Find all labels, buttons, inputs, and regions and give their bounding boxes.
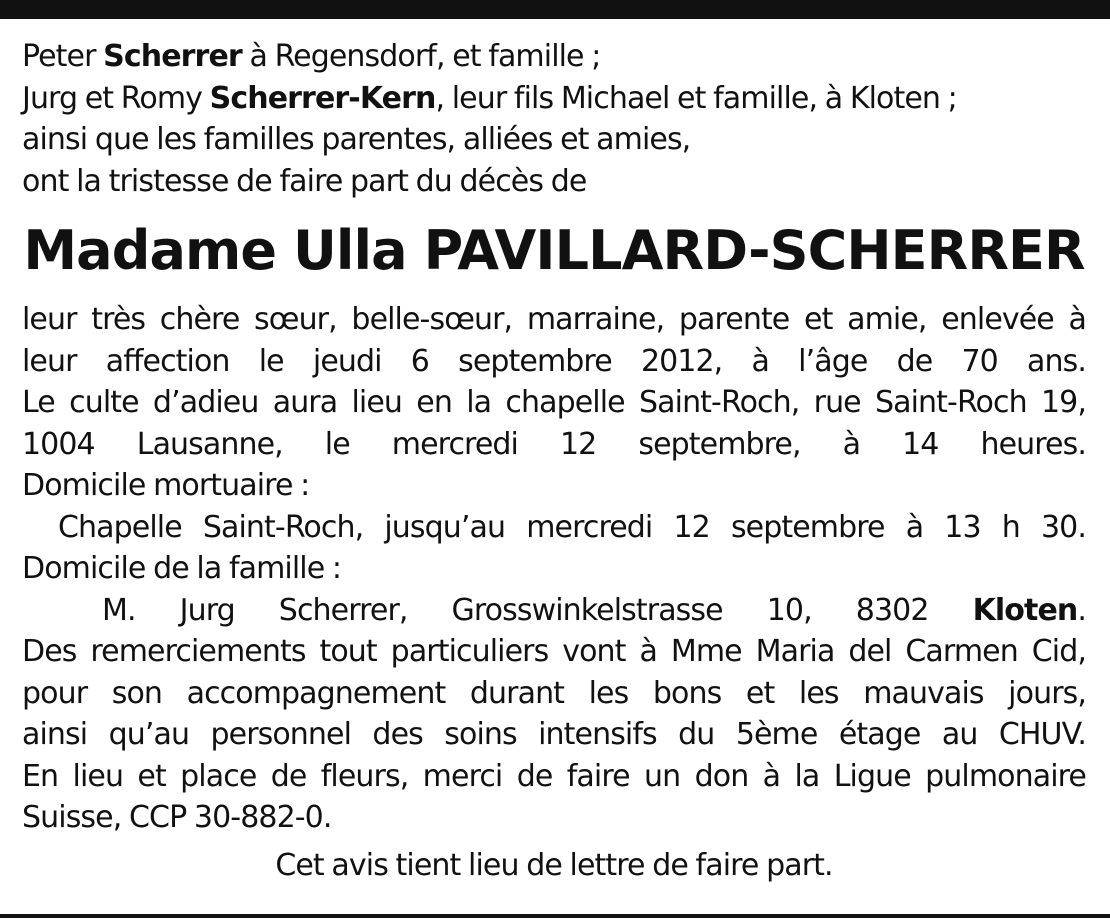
body-line-4: 1004 Lausanne, le mercredi 12 septembre, à 14 heures.	[22, 426, 1086, 462]
family-name-scherrer-kern: Scherrer-Kern	[209, 80, 436, 116]
mortuary-heading: Domicile mortuaire :	[22, 468, 310, 503]
thanks-line-3: ainsi qu’au personnel des soins intensifs du 5ème étage au CHUV.	[22, 717, 1086, 752]
intro-line-4: ont la tristesse de faire part du décès de	[22, 163, 587, 199]
donation-line-2: Suisse, CCP 30-882-0.	[22, 800, 332, 835]
family-home-address: M. Jurg Scherrer, Grosswinkelstrasse 10, 8302 Kloten.	[102, 592, 1086, 628]
intro-line-1: Peter Scherrer à Regensdorf, et famille ;	[22, 39, 601, 74]
family-home-heading: Domicile de la famille :	[22, 551, 342, 586]
intro-line-2: Jurg et Romy Scherrer-Kern, leur fils Michael et famille, à Kloten ;	[22, 80, 957, 116]
intro-line-3: ainsi que les familles parentes, alliées et amies,	[22, 122, 691, 157]
mortuary-address: Chapelle Saint-Roch, jusqu’au mercredi 12 septembre à 13 h 30.	[58, 509, 1086, 545]
death-notice	[22, 36, 1086, 886]
bottom-border-rule	[0, 914, 1110, 918]
donation-line-1: En lieu et place de fleurs, merci de faire un don à la Ligue pulmonaire	[22, 758, 1086, 794]
thanks-line-1: Des remerciements tout particuliers vont à Mme Maria del Carmen Cid,	[22, 634, 1086, 669]
family-name-scherrer: Scherrer	[103, 39, 242, 74]
closing-note: Cet avis tient lieu de lettre de faire part.	[275, 847, 833, 883]
body-line-1: leur très chère sœur, belle-sœur, marraine, parente et amie, enlevée à	[22, 302, 1086, 337]
deceased-name: Madame Ulla PAVILLARD-SCHERRER	[23, 219, 1085, 282]
body-line-2: leur affection le jeudi 6 septembre 2012, à l’âge de 70 ans.	[22, 343, 1086, 379]
top-border-rule	[0, 0, 1110, 19]
city-kloten: Kloten	[972, 592, 1078, 628]
body-line-3: Le culte d’adieu aura lieu en la chapelle Saint-Roch, rue Saint-Roch 19,	[22, 385, 1086, 420]
thanks-line-2: pour son accompagnement durant les bons et les mauvais jours,	[22, 675, 1086, 711]
